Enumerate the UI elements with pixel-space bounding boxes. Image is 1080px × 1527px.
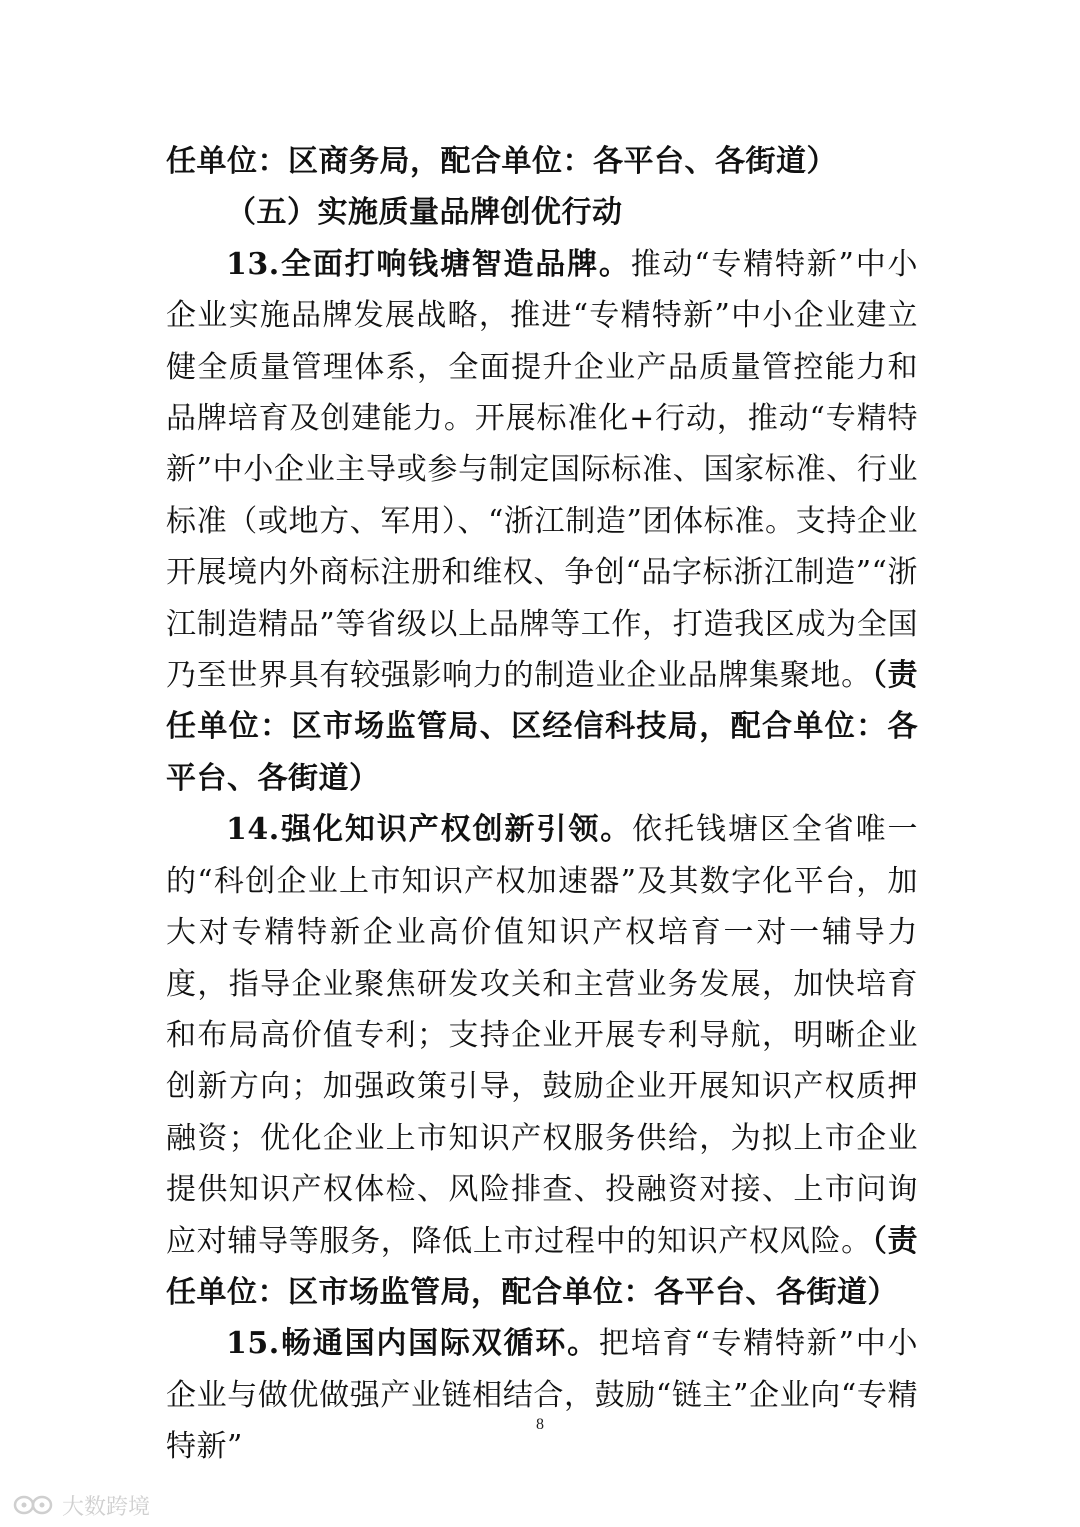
item-13-title: 13.全面打响钱塘智造品牌。 [226, 246, 631, 282]
paragraph-item-13 [166, 239, 918, 804]
item-13-responsibility: （责任单位：区市场监管局、区经信科技局，配合单位：各平台、各街道） [166, 658, 918, 796]
item-14-body: 依托钱塘区全省唯一的“科创企业上市知识产权加速器”及其数字化平台，加大对专精特新企业高价值知识产权培育一对一辅导力度，指导企业聚焦研发攻关和主营业务发展，加快培育和布局高价值专利；支持企业开展专利导航，明晰企业创新方向；加强政策引导，鼓励企业开展知识产权质押融资；优化企业上市知识产权服务供给，为拟上市企业提供知识产权体检、风险排查、投融资对接、上市问询应对辅导等服务，降低上市过程中的知识产权风险。 [166, 812, 918, 1259]
paragraph-item-14 [166, 804, 918, 1318]
section-heading [166, 187, 918, 238]
section-heading-text: （五）实施质量品牌创优行动 [226, 195, 623, 231]
item-13-body: 推动“专精特新”中小企业实施品牌发展战略，推进“专精特新”中小企业建立健全质量管理体系，全面提升企业产品质量管控能力和品牌培育及创建能力。开展标准化+行动，推动“专精特新”中小企业主导或参与制定国际标准、国家标准、行业标准（或地方、军用）、“浙江制造”团体标准。支持企业开展境内外商标注册和维权、争创“品字标浙江制造”“浙江制造精品”等省级以上品牌等工作，打造我区成为全国乃至世界具有较强影响力的制造业企业品牌集聚地。 [166, 246, 918, 694]
page-number: 8 [536, 1416, 544, 1433]
watermark-logo-icon [12, 1493, 56, 1517]
paragraph-item-15 [166, 1318, 918, 1472]
watermark-text: 大数跨境 [62, 1494, 151, 1520]
item-15-body: 把培育“专精特新”中小企业与做优做强产业链相结合，鼓励“链主”企业向“专精特新” [166, 1326, 918, 1465]
item-14-responsibility: （责任单位：区市场监管局，配合单位：各平台、各街道） [166, 1223, 918, 1310]
item-14-title: 14.强化知识产权创新引领。 [226, 812, 633, 848]
responsibility-text: 任单位：区商务局，配合单位：各平台、各街道） [166, 144, 837, 179]
item-15-title: 15.畅通国内国际双循环。 [226, 1326, 599, 1362]
watermark [12, 1490, 150, 1520]
paragraph-continuation [166, 136, 918, 187]
document-body [166, 136, 918, 1473]
